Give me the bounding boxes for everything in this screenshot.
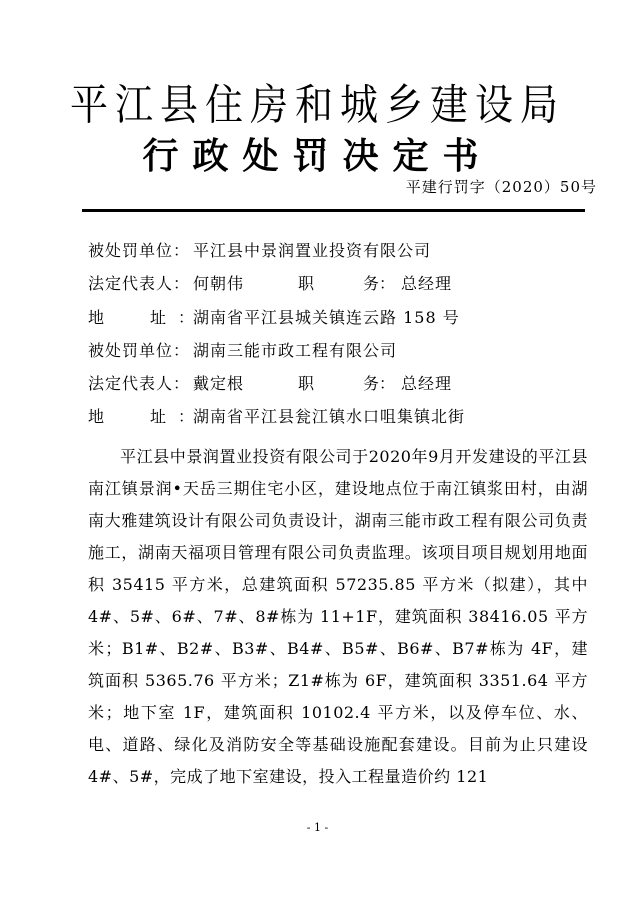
page-number: - 1 - — [306, 821, 329, 834]
duty-label-a: 职 — [298, 374, 315, 393]
unit-label: 被处罚单位： — [88, 341, 191, 360]
address-label-b: 址 — [150, 308, 167, 327]
header-divider — [82, 209, 585, 212]
address-colon: ： — [178, 308, 195, 327]
issuing-agency: 平江县住房和城乡建设局 — [69, 80, 565, 130]
address-value: 湖南省平江县城关镇连云路 158 号 — [193, 308, 460, 327]
document-title: 行政处罚决定书 — [142, 136, 493, 177]
party-1-address-row — [88, 307, 588, 329]
duty-label-b: 务： — [363, 274, 396, 293]
decision-body-paragraph: 平江县中景润置业投资有限公司于2020年9月开发建设的平江县南江镇景润•天岳三期住宅小区，建设地点位于南江镇浆田村，由湖南大雅建筑设计有限公司负责设计，湖南三能市政工程有限公司负责施工，湖南天福项目管理有限公司负责监理。该项目项目规划用地面积 35415 平方米，总建筑面积 57235.85 平方米（拟建），其中 4#、5#、6#、7#、8#栋为 11+1F，建筑面积 38416.05 平方米；B1#、B2#、B3#、B4#、B5#、B6#、B7#栋为 4F，建筑面积 5365.76 平方米；Z1#栋为 6F，建筑面积 3351.64 平方米；地下室 1F，建筑面积 10102.4 平方米，以及停车位、水、电、道路、绿化及消防安全等基础设施配套建设。目前为止只建设 4#、5#，完成了地下室建设，投入工程量造价约 121 — [88, 447, 588, 786]
unit-value: 湖南三能市政工程有限公司 — [193, 341, 398, 360]
address-value: 湖南省平江县瓮江镇水口咀集镇北街 — [193, 407, 466, 426]
address-label-a: 地 — [88, 308, 105, 327]
party-1-unit-row — [88, 240, 588, 262]
duty-value: 总经理 — [401, 274, 453, 293]
address-colon: ： — [178, 407, 195, 426]
party-2-unit-row — [88, 340, 588, 362]
rep-label: 法定代表人： — [88, 274, 191, 293]
party-2-rep-row — [88, 373, 588, 395]
party-1-rep-row — [88, 273, 588, 295]
party-2-address-row — [88, 406, 588, 428]
unit-label: 被处罚单位： — [88, 241, 191, 260]
unit-value: 平江县中景润置业投资有限公司 — [193, 241, 432, 260]
address-label-b: 址 — [150, 407, 167, 426]
address-label-a: 地 — [88, 407, 105, 426]
duty-value: 总经理 — [401, 374, 453, 393]
rep-value: 何朝伟 — [193, 274, 245, 293]
duty-label-a: 职 — [298, 274, 315, 293]
document-number: 平建行罚字（2020）50号 — [405, 178, 597, 196]
rep-value: 戴定根 — [193, 374, 245, 393]
rep-label: 法定代表人： — [88, 374, 191, 393]
duty-label-b: 务： — [363, 374, 396, 393]
